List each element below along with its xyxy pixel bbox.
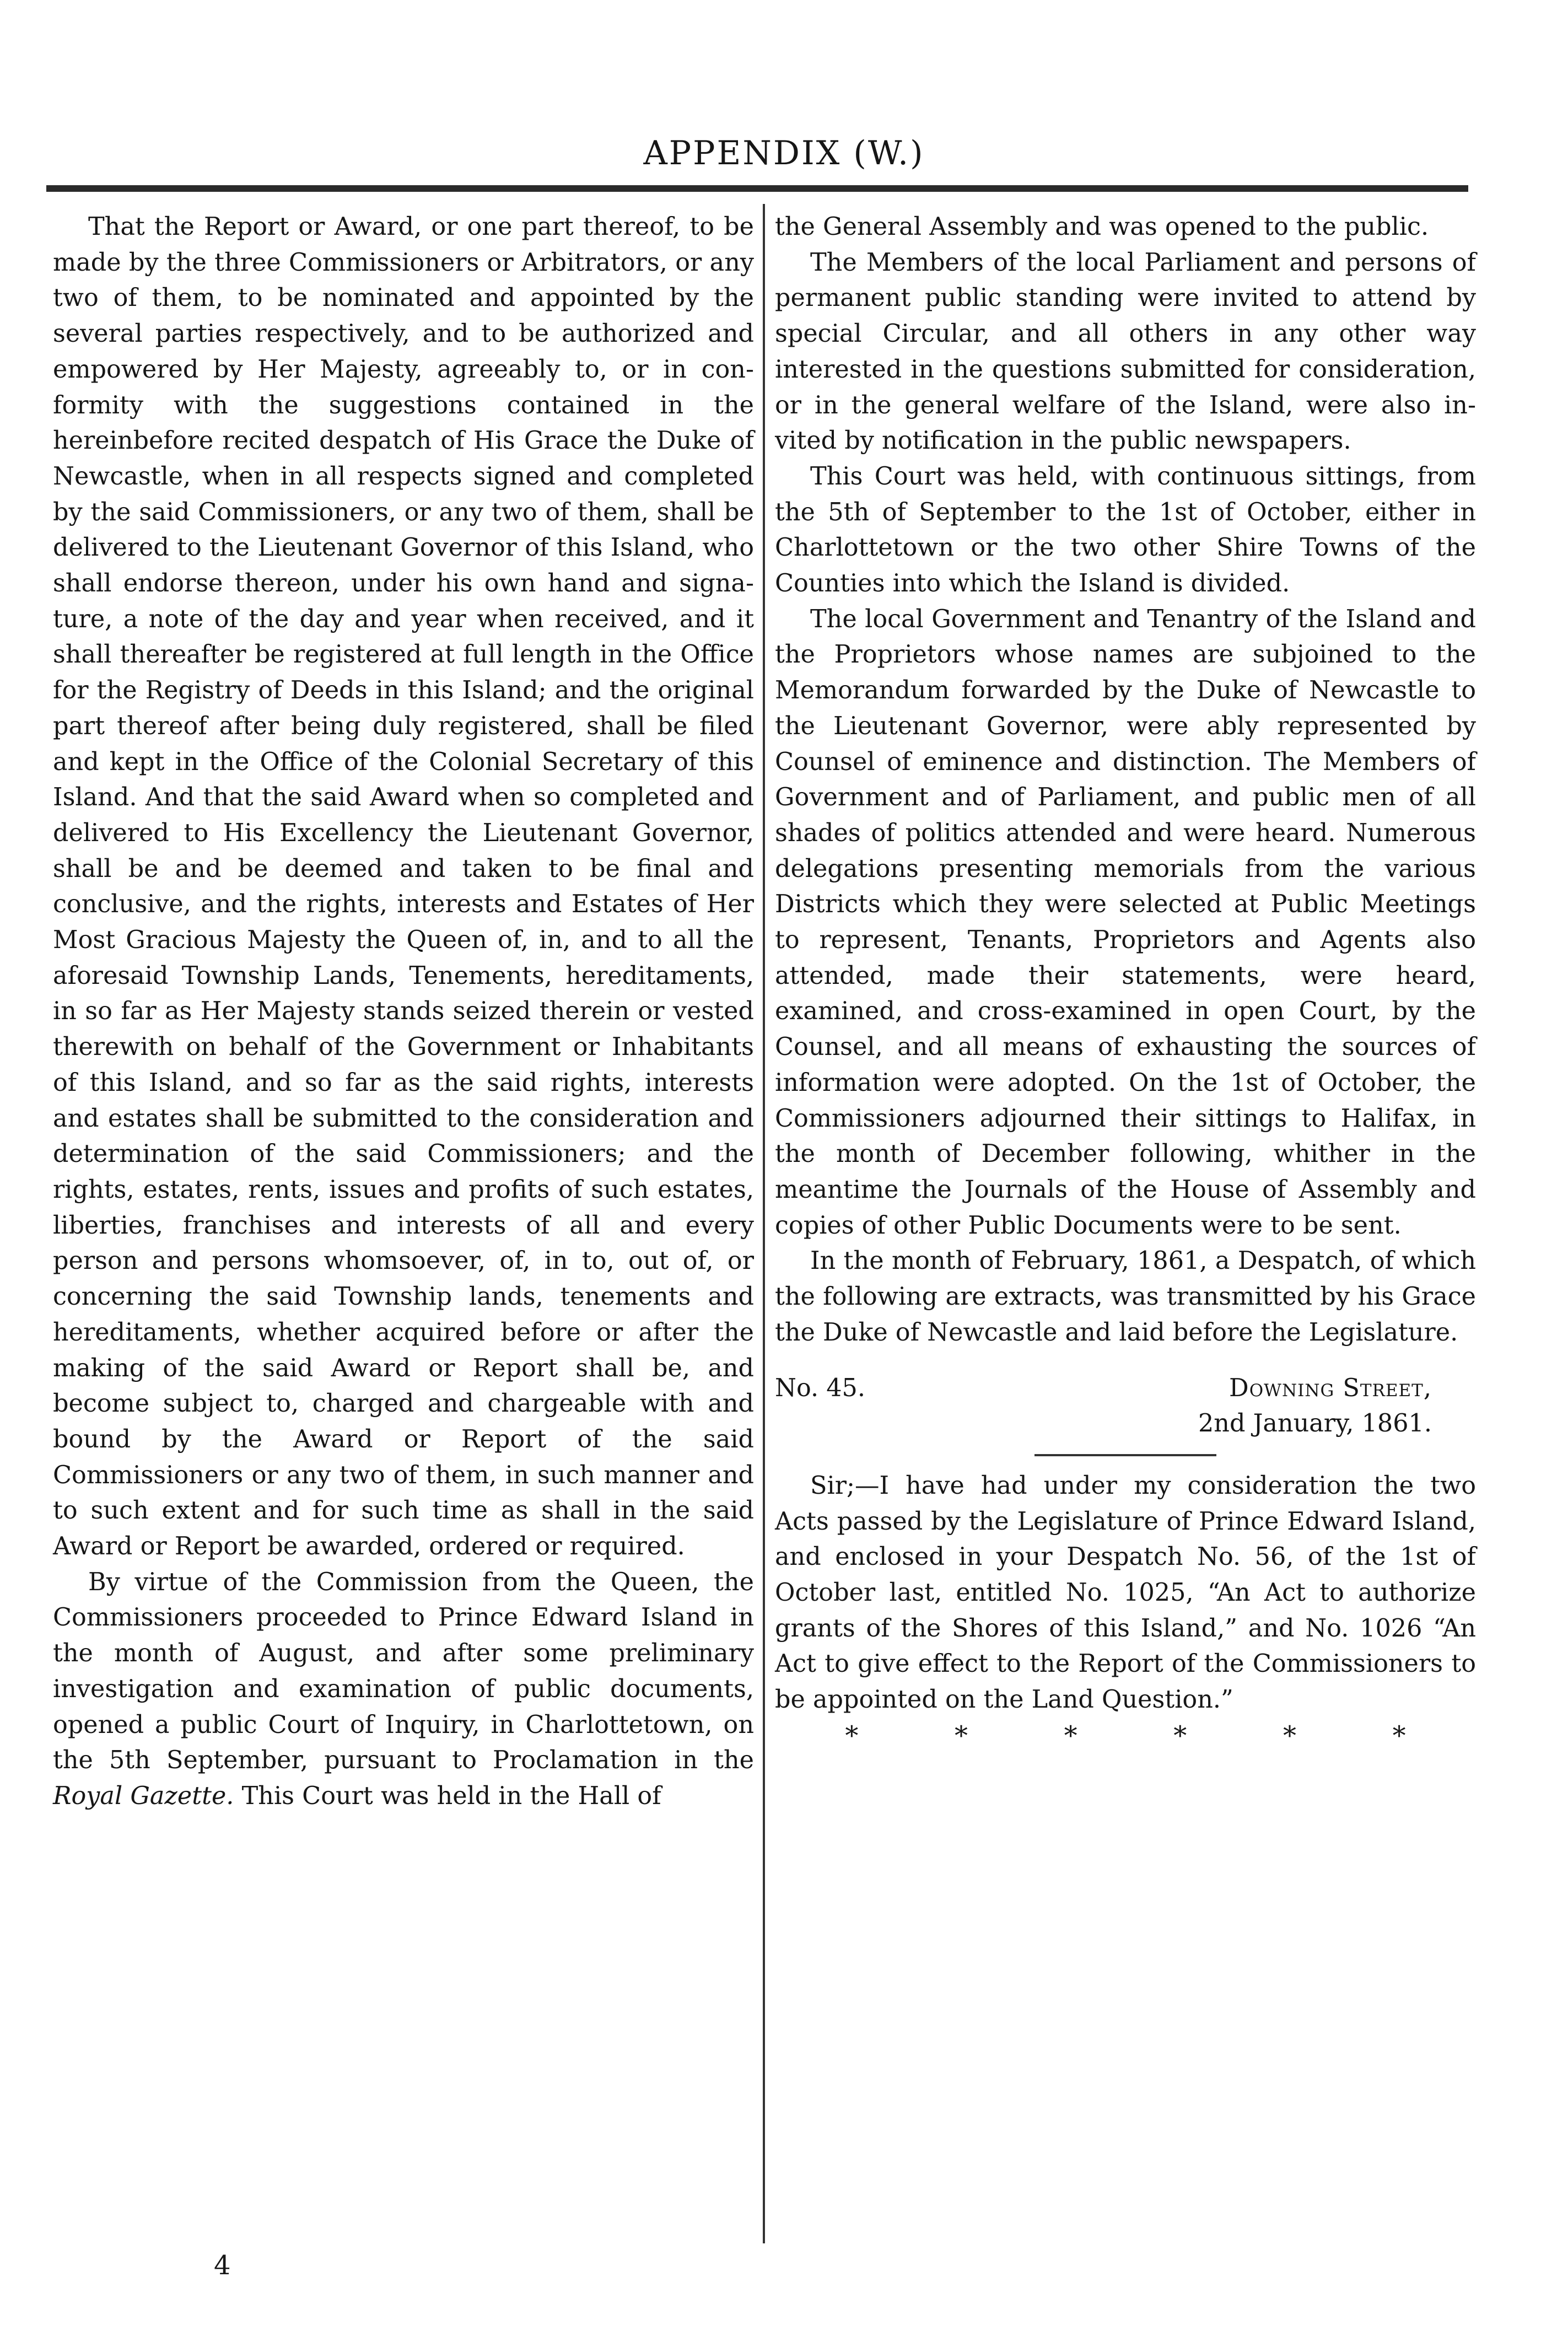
body-paragraph (53, 1565, 754, 1815)
asterisk: * (1064, 1720, 1077, 1751)
asterisk: * (1173, 1720, 1187, 1751)
page-number: 4 (214, 2250, 231, 2281)
dispatch-rule (1034, 1454, 1216, 1456)
asterisk: * (1283, 1720, 1296, 1751)
asterisk: * (1392, 1720, 1406, 1751)
dispatch-place: Downing Street, (1229, 1374, 1432, 1402)
header-rule (46, 185, 1468, 192)
page-title: APPENDIX (W.) (643, 134, 925, 173)
dispatch-number: No. 45. (775, 1374, 866, 1402)
paragraph-text: This Court was held in the Hall of (241, 1781, 661, 1810)
body-paragraph: This Court was held, with continuous sittings, from the 5th of September to the 1st of October, either in Charlottetown or the two other Shire Towns of the Counties into which the Island is divided. (775, 462, 1476, 598)
body-paragraph: The Members of the local Parliament and persons of permanent public standing were invited to attend by special Circular, and all others in any other way interested in the questions submitted for consideration, or in the general welfare of the Island, were also invited by notification in the public newspapers. (775, 248, 1476, 455)
right-column (775, 209, 1476, 1753)
dispatch-header (775, 1371, 1476, 1442)
dispatch-date: 2nd January, 1861. (1198, 1409, 1432, 1438)
letter-paragraph: Sir;—I have had under my consideration the two Acts passed by the Legislature of Prince Edward Island, and enclosed in your Despatch No. 56, of the 1st of October last, entitled No. 1025, “An Act to authorize grants of the Shores of this Island,” and No. 1026 “An Act to give effect to the Report of the Commissioners to be appointed on the Land Question.” (775, 1471, 1476, 1714)
gazette-name: Royal Gazette. (53, 1781, 234, 1810)
asterisk-row (775, 1718, 1476, 1753)
asterisk: * (954, 1720, 968, 1751)
body-paragraph: That the Report or Award, or one part thereof, to be made by the three Commissioners or Arbitrators, or any two of them, to be nominated and appointed by the several parties respectively, and to be authorized and empowered by Her Majesty, agreeably to, or in conformity with the suggestions contained in the hereinbefore recited despatch of His Grace the Duke of Newcastle, when in all respects signed and completed by the said Commissioners, or any two of them, shall be delivered to the Lieutenant Governor of this Island, who shall endorse thereon, under his own hand and signature, a note of the day and year when received, and it shall thereafter be registered at full length in the Office for the Registry of Deeds in this Island; and the original part thereof after being duly registered, shall be filed and kept in the Office of the Colonial Secretary of this Island. And that the said Award when so completed and delivered to His Excellency the Lieutenant Governor, shall be and be deemed and taken to be final and conclusive, and the rights, interests and Estates of Her Most Gracious Majesty the Queen of, in, and to all the aforesaid Township Lands, Tenements, hereditaments, in so far as Her Majesty stands seized therein or vested therewith on behalf of the Government or Inhabitants of this Island, and so far as the said rights, interests and estates shall be submitted to the consideration and determination of the said Commissioners; and the rights, estates, rents, issues and profits of such estates, liberties, franchises and interests of all and every person and persons whomsoever, of, in to, out of, or concerning the said Township lands, tenements and hereditaments, whether acquired before or after the making of the said Award or Report shall be, and become subject to, charged and chargeable with and bound by the Award or Report of the said Commissioners or any two of them, in such manner and to such extent and for such time as shall in the said Award or Report be awarded, ordered or required. (53, 213, 754, 1561)
body-paragraph: The local Government and Tenantry of the Island and the Proprietors whose names are subjoined to the Memorandum forwarded by the Duke of Newcastle to the Lieutenant Governor, were ably represented by Counsel of eminence and distinction. The Members of Government and of Parliament, and public men of all shades of politics attended and were heard. Numerous delegations presenting memorials from the various Districts which they were selected at Public Meetings to represent, Tenants, Proprietors and Agents also attended, made their statements, were heard, examined, and cross-examined in open Court, by the Counsel, and all means of exhausting the sources of information were adopted. On the 1st of October, the Commissioners adjourned their sittings to Halifax, in the month of December following, whither in the meantime the Journals of the House of Assembly and copies of other Public Documents were to be sent. (775, 605, 1476, 1240)
paragraph-text: By virtue of the Commission from the Queen, the Commissioners proceeded to Prince Edward Island in the month of August, and after some preliminary investigation and examination of public documents, opened a public Court of Inquiry, in Charlottetown, on the 5th September, pursuant to Proclamation in the (53, 1568, 754, 1775)
body-paragraph: the General Assembly and was opened to the public. (775, 213, 1429, 241)
dispatch-dateline (1198, 1371, 1476, 1442)
left-column (53, 209, 754, 1815)
asterisk: * (845, 1720, 859, 1751)
body-paragraph: In the month of February, 1861, a Despatch, of which the following are extracts, was transmitted by his Grace the Duke of Newcastle and laid before the Legislature. (775, 1247, 1476, 1347)
column-divider (763, 204, 765, 2243)
